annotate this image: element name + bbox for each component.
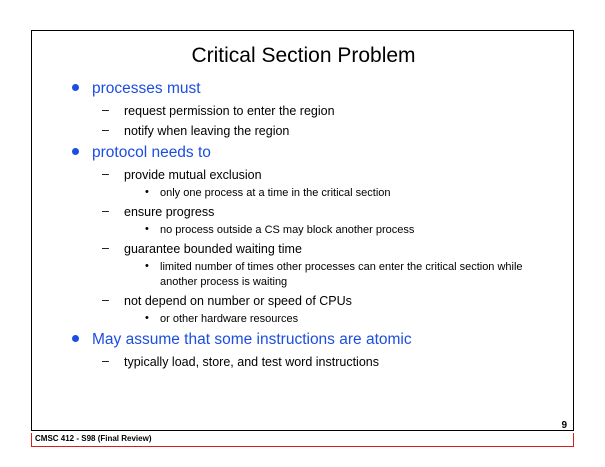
small-dot-bullet-icon: • <box>145 312 149 324</box>
bullet-text: May assume that some instructions are atomic <box>92 331 412 348</box>
en-dash-bullet-icon: – <box>102 354 109 368</box>
bullet-item-level2 <box>100 291 575 311</box>
bullet-text: guarantee bounded waiting time <box>124 242 302 256</box>
small-dot-bullet-icon: • <box>145 260 149 272</box>
bullet-item-level1 <box>70 77 575 101</box>
en-dash-bullet-icon: – <box>102 103 109 117</box>
bullet-item-level2 <box>100 352 575 372</box>
footer-text: CMSC 412 - S98 (Final Review) <box>35 434 152 443</box>
bullet-text: typically load, store, and test word instructions <box>124 355 379 369</box>
en-dash-bullet-icon: – <box>102 241 109 255</box>
slide-frame <box>31 30 574 431</box>
filled-circle-bullet-icon <box>72 148 79 155</box>
page-number: 9 <box>561 420 567 431</box>
bullet-item-level2 <box>100 101 575 121</box>
bullet-text: not depend on number or speed of CPUs <box>124 294 352 308</box>
bullet-item-level1 <box>70 141 575 165</box>
bullet-text: no process outside a CS may block another process <box>160 224 415 236</box>
slide-footer <box>31 420 574 447</box>
bullet-text: limited number of times other processes can enter the critical section while another process is waiting <box>160 261 523 288</box>
bullet-item-level3 <box>142 222 560 239</box>
bullet-text: processes must <box>92 80 201 97</box>
page-title: Critical Section Problem <box>191 44 416 67</box>
bullet-text: notify when leaving the region <box>124 124 290 138</box>
bullet-text: or other hardware resources <box>160 313 299 325</box>
en-dash-bullet-icon: – <box>102 167 109 181</box>
bullet-item-level2 <box>100 202 575 222</box>
bullet-item-level3 <box>142 185 560 202</box>
filled-circle-bullet-icon <box>72 84 79 91</box>
bullet-text: protocol needs to <box>92 144 211 161</box>
small-dot-bullet-icon: • <box>145 223 149 235</box>
bullet-text: provide mutual exclusion <box>124 168 262 182</box>
bullet-item-level2 <box>100 121 575 141</box>
filled-circle-bullet-icon <box>72 335 79 342</box>
en-dash-bullet-icon: – <box>102 204 109 218</box>
slide-body <box>32 77 575 372</box>
bullet-text: ensure progress <box>124 205 215 219</box>
small-dot-bullet-icon: • <box>145 186 149 198</box>
en-dash-bullet-icon: – <box>102 123 109 137</box>
bullet-item-level3 <box>142 259 560 291</box>
bullet-item-level1 <box>70 328 575 352</box>
bullet-item-level2 <box>100 165 575 185</box>
bullet-text: only one process at a time in the critical section <box>160 187 391 199</box>
bullet-item-level2 <box>100 239 575 259</box>
en-dash-bullet-icon: – <box>102 293 109 307</box>
bullet-text: request permission to enter the region <box>124 104 335 118</box>
bullet-item-level3 <box>142 311 560 328</box>
